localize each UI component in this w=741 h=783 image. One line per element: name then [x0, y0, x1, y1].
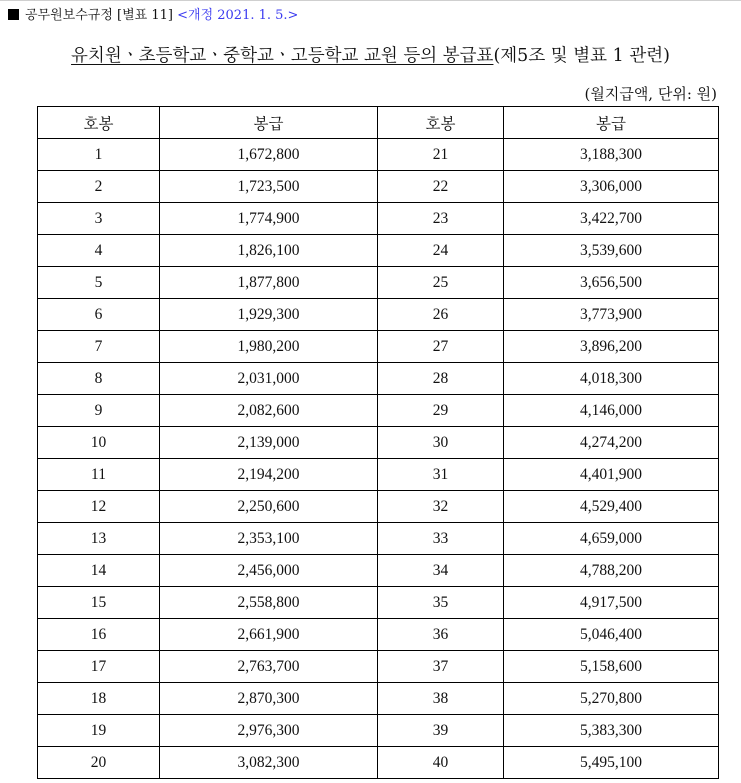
cell-salary: 1,723,500 — [160, 171, 378, 203]
table-row — [38, 523, 719, 555]
cell-step: 5 — [38, 267, 160, 299]
cell-salary: 1,826,100 — [160, 235, 378, 267]
column-header-salary: 봉급 — [504, 107, 719, 139]
cell-salary: 2,082,600 — [160, 395, 378, 427]
cell-step: 24 — [378, 235, 504, 267]
column-header-salary: 봉급 — [160, 107, 378, 139]
salary-table — [37, 106, 719, 779]
cell-salary: 2,661,900 — [160, 619, 378, 651]
cell-salary: 2,456,000 — [160, 555, 378, 587]
table-row — [38, 331, 719, 363]
cell-salary: 2,976,300 — [160, 715, 378, 747]
cell-step: 7 — [38, 331, 160, 363]
cell-step: 1 — [38, 139, 160, 171]
document-header — [8, 7, 298, 25]
cell-step: 19 — [38, 715, 160, 747]
table-row — [38, 555, 719, 587]
cell-step: 22 — [378, 171, 504, 203]
cell-salary: 2,194,200 — [160, 459, 378, 491]
cell-salary: 3,082,300 — [160, 747, 378, 779]
table-body — [38, 139, 719, 779]
table-row — [38, 171, 719, 203]
title-main: 유치원ㆍ초등학교ㆍ중학교ㆍ고등학교 교원 등의 봉급표 — [71, 46, 494, 66]
cell-step: 26 — [378, 299, 504, 331]
column-header-step: 호봉 — [38, 107, 160, 139]
cell-step: 33 — [378, 523, 504, 555]
cell-step: 30 — [378, 427, 504, 459]
cell-step: 4 — [38, 235, 160, 267]
cell-step: 20 — [38, 747, 160, 779]
cell-salary: 5,046,400 — [504, 619, 719, 651]
cell-salary: 1,774,900 — [160, 203, 378, 235]
table-row — [38, 587, 719, 619]
table-row — [38, 491, 719, 523]
cell-step: 9 — [38, 395, 160, 427]
table-row — [38, 747, 719, 779]
table-row — [38, 203, 719, 235]
cell-salary: 3,306,000 — [504, 171, 719, 203]
cell-step: 14 — [38, 555, 160, 587]
cell-step: 37 — [378, 651, 504, 683]
cell-step: 18 — [38, 683, 160, 715]
cell-salary: 4,401,900 — [504, 459, 719, 491]
cell-salary: 3,896,200 — [504, 331, 719, 363]
cell-step: 11 — [38, 459, 160, 491]
cell-step: 23 — [378, 203, 504, 235]
cell-salary: 4,018,300 — [504, 363, 719, 395]
cell-step: 38 — [378, 683, 504, 715]
cell-step: 13 — [38, 523, 160, 555]
cell-step: 32 — [378, 491, 504, 523]
table-row — [38, 299, 719, 331]
cell-step: 15 — [38, 587, 160, 619]
cell-step: 25 — [378, 267, 504, 299]
cell-salary: 4,917,500 — [504, 587, 719, 619]
cell-salary: 5,270,800 — [504, 683, 719, 715]
table-header-row — [38, 107, 719, 139]
table-row — [38, 235, 719, 267]
cell-salary: 2,353,100 — [160, 523, 378, 555]
cell-step: 40 — [378, 747, 504, 779]
table-row — [38, 139, 719, 171]
cell-salary: 1,877,800 — [160, 267, 378, 299]
cell-salary: 5,158,600 — [504, 651, 719, 683]
page-title — [0, 44, 741, 68]
regulation-label: 공무원보수규정 [별표 11] — [25, 8, 173, 23]
cell-step: 16 — [38, 619, 160, 651]
cell-step: 8 — [38, 363, 160, 395]
cell-step: 3 — [38, 203, 160, 235]
black-square-icon — [8, 9, 19, 20]
cell-salary: 4,659,000 — [504, 523, 719, 555]
cell-step: 6 — [38, 299, 160, 331]
table-row — [38, 363, 719, 395]
cell-step: 36 — [378, 619, 504, 651]
cell-step: 35 — [378, 587, 504, 619]
cell-step: 28 — [378, 363, 504, 395]
cell-salary: 1,980,200 — [160, 331, 378, 363]
cell-salary: 2,870,300 — [160, 683, 378, 715]
top-divider — [0, 0, 741, 1]
cell-salary: 1,672,800 — [160, 139, 378, 171]
cell-salary: 3,188,300 — [504, 139, 719, 171]
table-row — [38, 619, 719, 651]
cell-step: 39 — [378, 715, 504, 747]
cell-salary: 2,763,700 — [160, 651, 378, 683]
cell-salary: 3,773,900 — [504, 299, 719, 331]
cell-step: 17 — [38, 651, 160, 683]
revision-note: <개정 2021. 1. 5.> — [177, 8, 299, 23]
cell-step: 2 — [38, 171, 160, 203]
cell-salary: 2,139,000 — [160, 427, 378, 459]
cell-salary: 3,422,700 — [504, 203, 719, 235]
cell-salary: 4,529,400 — [504, 491, 719, 523]
cell-salary: 5,383,300 — [504, 715, 719, 747]
cell-salary: 4,274,200 — [504, 427, 719, 459]
cell-salary: 3,539,600 — [504, 235, 719, 267]
cell-salary: 3,656,500 — [504, 267, 719, 299]
cell-salary: 2,558,800 — [160, 587, 378, 619]
column-header-step: 호봉 — [378, 107, 504, 139]
cell-salary: 2,250,600 — [160, 491, 378, 523]
cell-step: 21 — [378, 139, 504, 171]
cell-salary: 1,929,300 — [160, 299, 378, 331]
cell-salary: 2,031,000 — [160, 363, 378, 395]
title-suffix: (제5조 및 별표 1 관련) — [493, 46, 670, 66]
table-row — [38, 395, 719, 427]
table-row — [38, 267, 719, 299]
cell-step: 34 — [378, 555, 504, 587]
cell-salary: 4,146,000 — [504, 395, 719, 427]
table-row — [38, 683, 719, 715]
cell-step: 12 — [38, 491, 160, 523]
cell-salary: 4,788,200 — [504, 555, 719, 587]
unit-note: (월지급액, 단위: 원) — [584, 85, 717, 103]
cell-salary: 5,495,100 — [504, 747, 719, 779]
table-row — [38, 715, 719, 747]
table-row — [38, 459, 719, 491]
cell-step: 10 — [38, 427, 160, 459]
cell-step: 27 — [378, 331, 504, 363]
table-row — [38, 651, 719, 683]
cell-step: 31 — [378, 459, 504, 491]
table-row — [38, 427, 719, 459]
cell-step: 29 — [378, 395, 504, 427]
